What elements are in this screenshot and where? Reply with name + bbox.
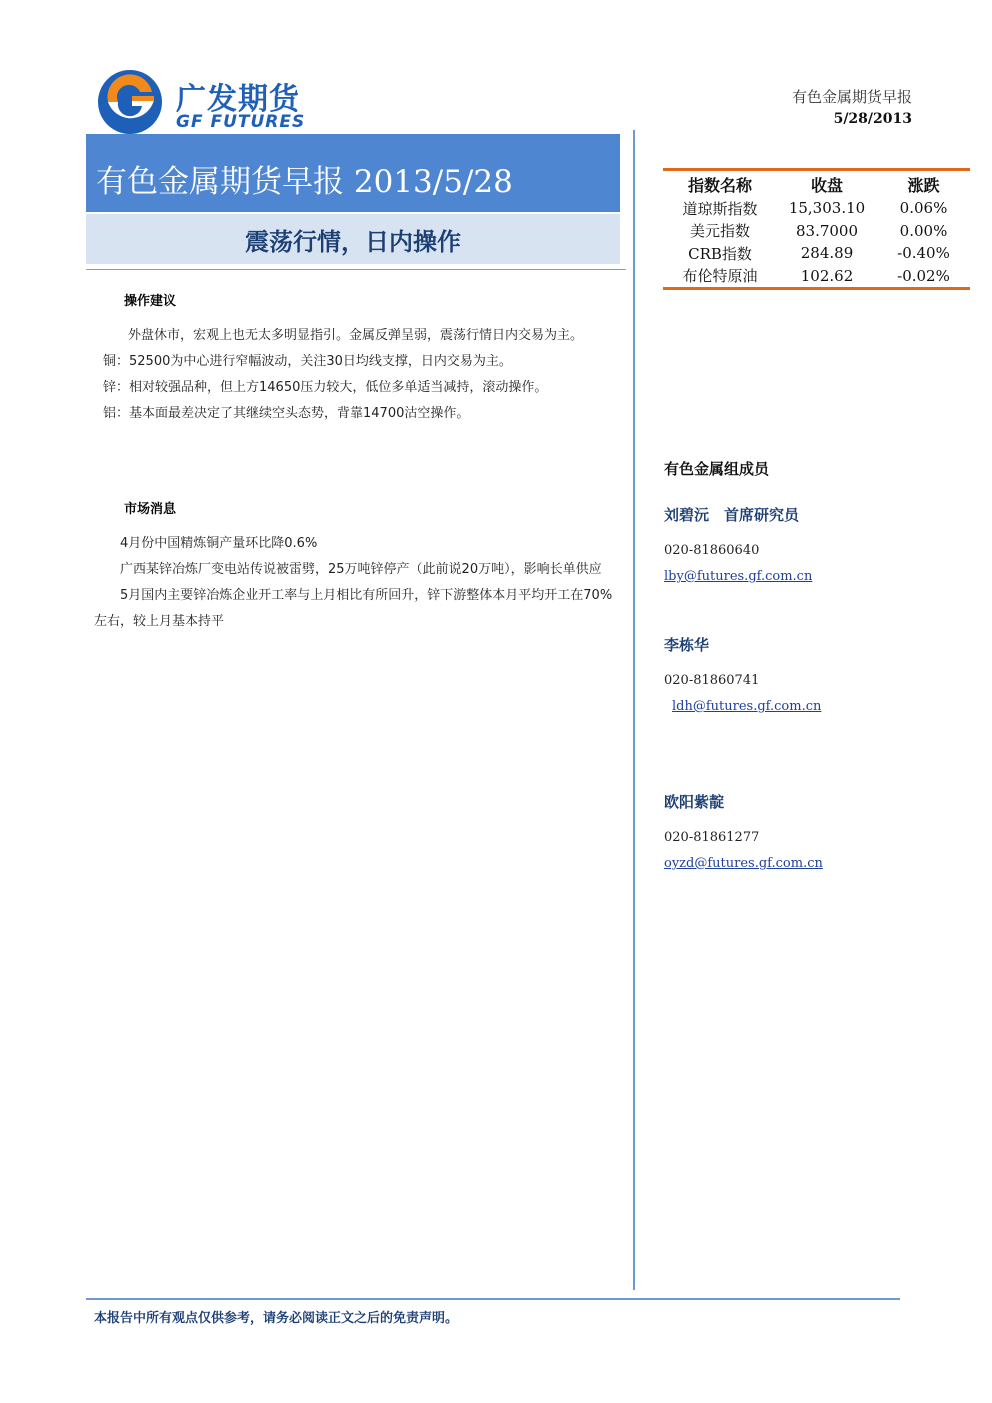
member-phone: 020-81861277 — [664, 830, 760, 845]
news-line: 4月份中国精炼铜产量环比降0.6% — [120, 536, 318, 551]
member-phone: 020-81860640 — [664, 543, 760, 558]
news-line: 5月国内主要锌冶炼企业开工率与上月相比有所回升，锌下游整体本月平均开工在70% — [120, 588, 613, 603]
page-subtitle: 震荡行情，日内操作 — [245, 228, 461, 256]
report-date: 5/28/2013 — [833, 111, 912, 127]
column-divider — [633, 130, 635, 1290]
member-name: 李栋华 — [664, 636, 710, 654]
header-name: 指数名称 — [687, 175, 752, 195]
company-logo — [96, 68, 356, 136]
index-change: 0.00% — [899, 221, 948, 240]
table-row — [663, 265, 970, 288]
index-close: 15,303.10 — [788, 199, 866, 218]
logo-text-en: GF FUTURES — [176, 112, 306, 132]
member-phone: 020-81860741 — [664, 673, 760, 688]
index-change: -0.02% — [897, 266, 950, 285]
table-row — [663, 197, 970, 220]
report-name: 有色金属期货早报 — [791, 88, 912, 106]
page-title: 有色金属期货早报 2013/5/28 — [96, 164, 513, 200]
advice-line: 锌：相对较强品种，但上方14650压力较大，低位多单适当减持，滚动操作。 — [103, 380, 548, 395]
header-close: 收盘 — [810, 175, 843, 195]
index-change: -0.40% — [897, 244, 950, 263]
member-email-link[interactable]: ldh@futures.gf.com.cn — [672, 699, 822, 714]
table-row — [663, 220, 970, 243]
advice-title: 操作建议 — [124, 294, 177, 309]
footer-divider — [86, 1298, 900, 1300]
member-email-link[interactable]: lby@futures.gf.com.cn — [664, 569, 813, 584]
member-name: 刘碧沅 首席研究员 — [664, 506, 800, 524]
news-line: 左右，较上月基本持平 — [94, 614, 225, 629]
advice-line: 铜：52500为中心进行窄幅波动，关注30日均线支撑，日内交易为主。 — [103, 354, 512, 369]
member-name: 欧阳紫靛 — [664, 793, 725, 811]
index-name: 布伦特原油 — [682, 267, 758, 286]
table-row — [663, 242, 970, 265]
advice-line: 外盘休市，宏观上也无太多明显指引。金属反弹呈弱，震荡行情日内交易为主。 — [128, 328, 584, 343]
gf-logo-icon — [96, 68, 166, 136]
member-email-link[interactable]: oyzd@futures.gf.com.cn — [664, 856, 823, 871]
index-table — [663, 168, 970, 290]
header-change: 涨跌 — [907, 175, 940, 195]
divider — [86, 269, 626, 270]
index-change: 0.06% — [899, 199, 948, 218]
index-name: CRB指数 — [688, 244, 752, 263]
table-header-row — [663, 171, 970, 197]
team-title: 有色金属组成员 — [664, 460, 770, 478]
index-name: 美元指数 — [689, 222, 750, 241]
table-bottom-rule — [663, 287, 970, 290]
advice-line: 铝：基本面最差决定了其继续空头态势，背靠14700沽空操作。 — [103, 406, 470, 421]
index-close: 83.7000 — [795, 221, 859, 240]
logo-text-cn: 广发期货 — [176, 82, 300, 117]
disclaimer: 本报告中所有观点仅供参考，请务必阅读正文之后的免责声明。 — [94, 1311, 459, 1326]
news-line: 广西某锌冶炼厂变电站传说被雷劈，25万吨锌停产（此前说20万吨），影响长单供应 — [120, 562, 602, 577]
index-close: 284.89 — [800, 244, 854, 263]
index-close: 102.62 — [800, 266, 854, 285]
news-title: 市场消息 — [124, 502, 177, 517]
index-name: 道琼斯指数 — [682, 199, 758, 218]
